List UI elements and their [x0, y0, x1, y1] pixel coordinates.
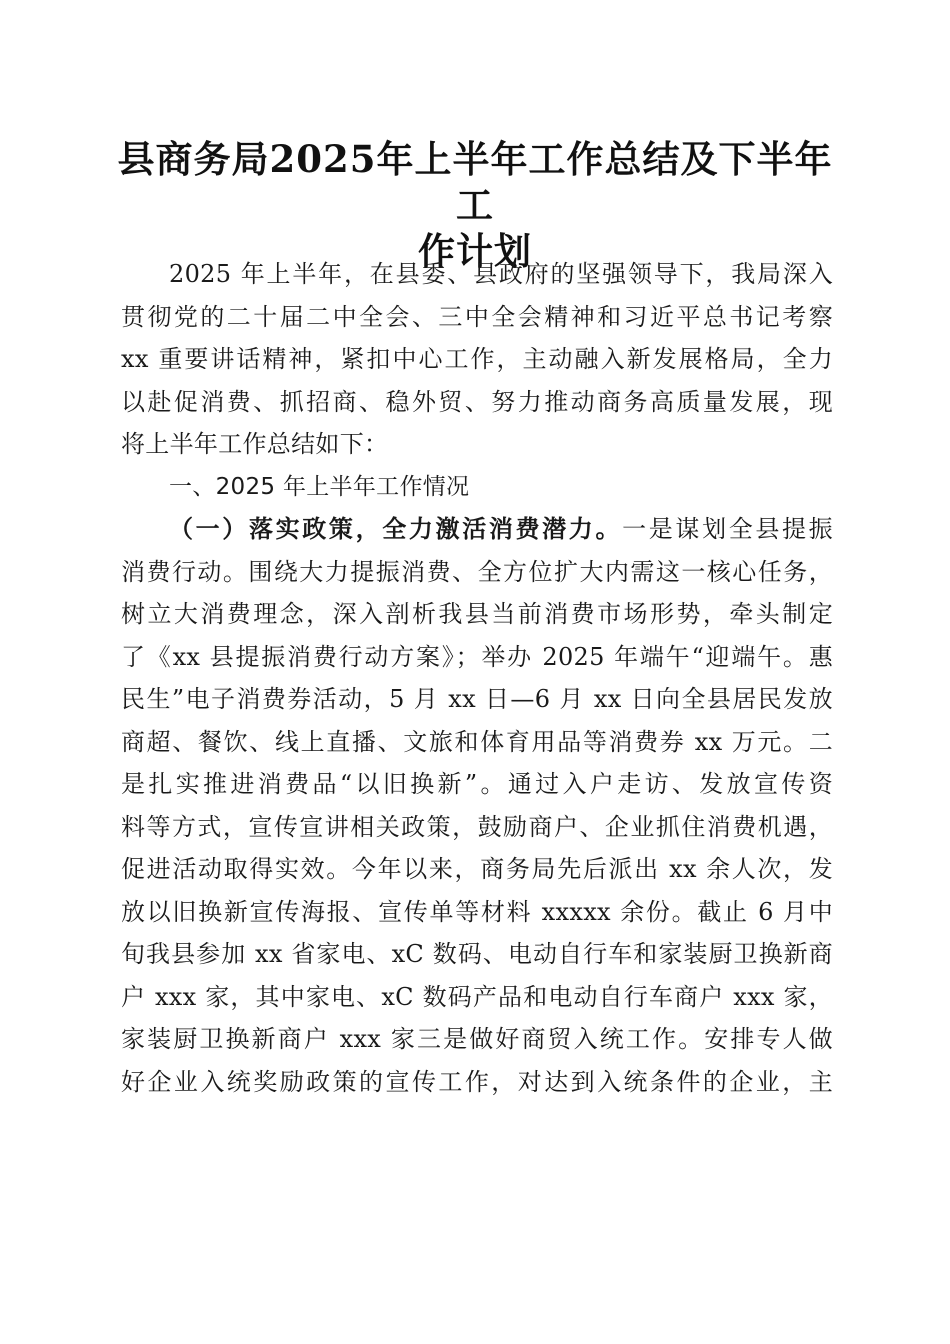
intro-line: 贯彻党的二十届二中全会、三中全会精神和习近平总书记考察 [121, 302, 833, 331]
section-heading: 一、2025 年上半年工作情况 [169, 473, 470, 500]
body-line: 料等方式，宣传宣讲相关政策，鼓励商户、企业抓住消费机遇， [121, 812, 833, 841]
intro-line: 将上半年工作总结如下： [121, 430, 389, 458]
body-line: 户 xxx 家，其中家电、xC 数码产品和电动自行车商户 xxx 家， [121, 982, 833, 1011]
body-line: 民生”电子消费券活动，5 月 xx 日—6 月 xx 日向全县居民发放 [121, 685, 833, 713]
title-line-1: 县商务局2025年上半年工作总结及下半年工 [117, 137, 833, 227]
subsection-first-rest: 一是谋划全县提振 [622, 515, 833, 543]
intro-line: 2025 年上半年，在县委、县政府的坚强领导下，我局深入 [169, 260, 833, 288]
body-line: 了《xx 县提振消费行动方案》；举办 2025 年端午“迎端午。惠 [121, 642, 833, 671]
document-body [121, 253, 833, 1103]
intro-line: xx 重要讲话精神，紧扣中心工作，主动融入新发展格局，全力 [121, 345, 833, 373]
body-line: 家装厨卫换新商户 xxx 家三是做好商贸入统工作。安排专人做 [121, 1025, 833, 1053]
body-line: 好企业入统奖励政策的宣传工作，对达到入统条件的企业，主 [121, 1067, 833, 1096]
subsection-first-line [121, 508, 833, 551]
body-line: 消费行动。围绕大力提振消费、全方位扩大内需这一核心任务， [121, 557, 833, 586]
body-line: 商超、餐饮、线上直播、文旅和体育用品等消费券 xx 万元。二 [121, 727, 833, 756]
title-line-2: 作计划 [418, 229, 532, 273]
body-line: 放以旧换新宣传海报、宣传单等材料 xxxxx 余份。截止 6 月中 [121, 897, 833, 926]
intro-line: 以赴促消费、抓招商、稳外贸、努力推动商务高质量发展，现 [121, 387, 833, 416]
body-line: 树立大消费理念，深入剖析我县当前消费市场形势，牵头制定 [121, 600, 833, 628]
body-line: 是扎实推进消费品“以旧换新”。通过入户走访、发放宣传资 [121, 770, 833, 798]
subsection-lead: （一）落实政策，全力激活消费潜力。 [169, 514, 623, 543]
body-line: 促进活动取得实效。今年以来，商务局先后派出 xx 余人次，发 [121, 855, 833, 883]
body-line: 旬我县参加 xx 省家电、xC 数码、电动自行车和家装厨卫换新商 [121, 940, 833, 968]
